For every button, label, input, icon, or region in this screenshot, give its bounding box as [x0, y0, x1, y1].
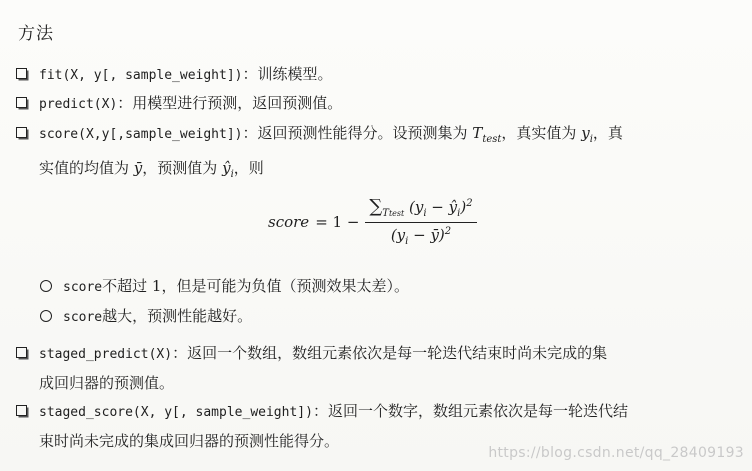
method-description: ：返回一个数字，数组元素依次是每一轮迭代结	[312, 402, 628, 420]
y-bar-symbol: ȳ	[133, 159, 143, 177]
method-predict	[16, 89, 736, 119]
score-note-1	[40, 272, 736, 302]
score-formula	[268, 196, 477, 247]
formula-fraction	[365, 196, 476, 247]
method-score	[16, 119, 736, 189]
method-description-line2b: ，预测值为	[142, 159, 218, 177]
note-text: 越大，预测性能越好。	[102, 307, 253, 325]
circle-bullet-icon	[40, 280, 52, 292]
y-i-symbol: $y_i$	[581, 124, 593, 145]
checkbox-bullet-icon	[16, 347, 27, 358]
section-title: 方法	[18, 24, 54, 44]
watermark-url: https://blog.csdn.net/qq_28409193	[488, 445, 744, 461]
method-description-cont: ，真实值为	[501, 124, 577, 142]
checkbox-bullet-icon	[16, 97, 27, 108]
formula-eq: = 1 −	[315, 212, 360, 231]
method-signature: predict(X)	[39, 97, 118, 112]
method-description-line2: 成回归器的预测值。	[39, 374, 175, 392]
method-description-line2: 束时尚未完成的集成回归器的预测性能得分。	[39, 432, 340, 450]
method-description: ：返回一个数组，数组元素依次是每一轮迭代结束时尚未完成的集	[172, 344, 608, 362]
score-note-2	[40, 302, 736, 332]
note-text: 不超过 1，但是可能为负值（预测效果太差）。	[102, 277, 409, 295]
checkbox-bullet-icon	[16, 405, 27, 416]
method-signature: score(X,y[,sample_weight])	[39, 127, 243, 142]
formula-lhs: score	[268, 212, 310, 231]
y-hat-symbol: $ŷ_i$	[222, 159, 234, 180]
method-staged-predict	[16, 339, 736, 397]
method-signature: staged_score(X, y[, sample_weight])	[39, 405, 313, 420]
checkbox-bullet-icon	[16, 68, 27, 79]
method-fit	[16, 60, 736, 90]
circle-bullet-icon	[40, 310, 52, 322]
t-test-symbol: $T_{test}$	[472, 124, 502, 145]
method-description: ：用模型进行预测，返回预测值。	[117, 94, 343, 112]
formula-denominator: ($y_i$ − ȳ)$^2$	[390, 226, 452, 247]
note-code: score	[63, 280, 103, 295]
note-code: score	[63, 310, 103, 325]
method-description-cont2: ，真	[592, 124, 623, 142]
method-signature: fit(X, y[, sample_weight])	[39, 68, 243, 83]
checkbox-bullet-icon	[16, 127, 27, 138]
method-description: ：返回预测性能得分。设预测集为	[242, 124, 468, 142]
method-description-line2c: ，则	[233, 159, 264, 177]
method-description-line2a: 实值的均值为	[39, 159, 130, 177]
method-description: ：训练模型。	[242, 65, 333, 83]
method-signature: staged_predict(X)	[39, 347, 173, 362]
formula-numerator: $\sum_{Ttest}$ ($y_i$ − $ŷ_i)^2$	[369, 196, 473, 219]
